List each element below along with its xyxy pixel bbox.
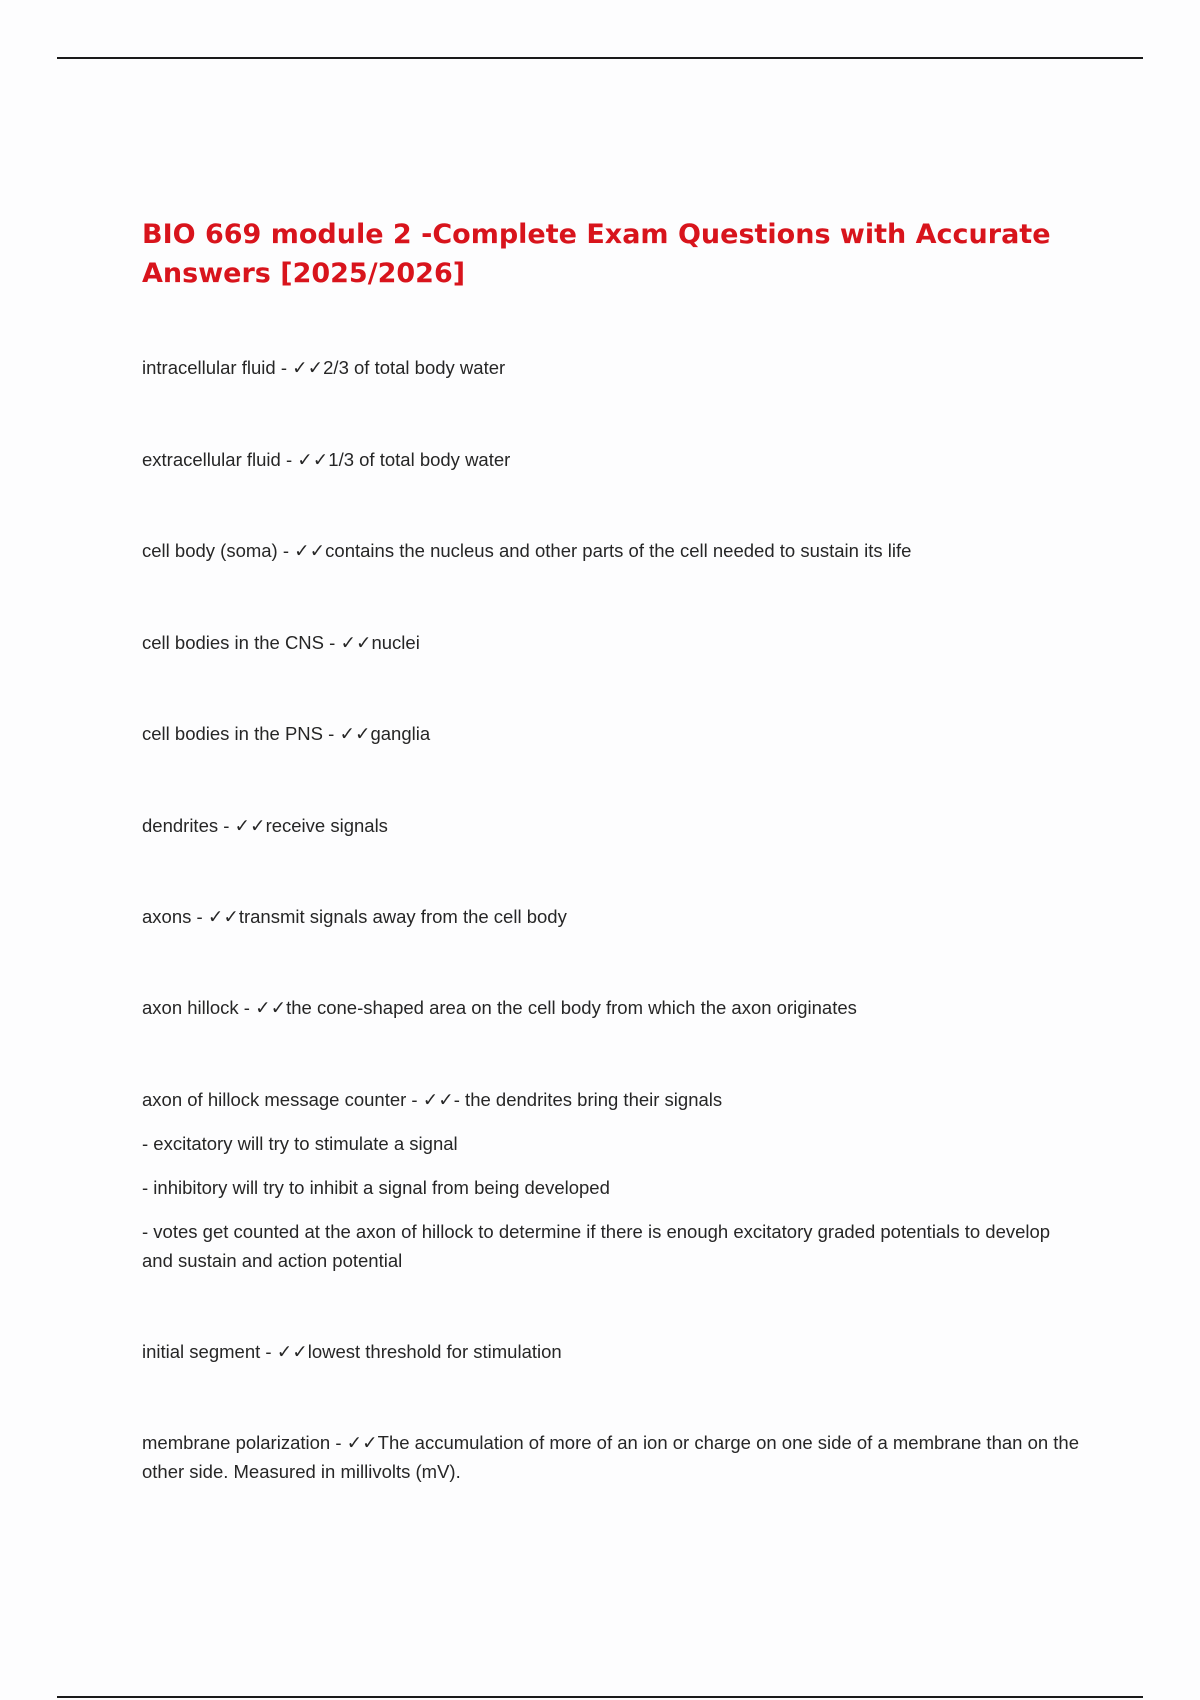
qa-term: cell body (soma) - [142,540,295,561]
qa-term: axon of hillock message counter - [142,1089,423,1110]
qa-term: dendrites - [142,815,235,836]
title-line-2: Answers [2025/2026] [142,258,466,289]
double-check-icon: ✓✓ [297,449,329,470]
qa-term: initial segment - [142,1341,277,1362]
qa-term: intracellular fluid - [142,357,293,378]
qa-item [142,811,1082,840]
qa-answer: 1/3 of total body water [328,449,511,470]
qa-answer: nuclei [371,632,420,653]
qa-answer: The accumulation of more of an ion or charge on one side of a membrane than on the other side. Measured in millivolts (mV). [142,1432,1080,1482]
qa-term: extracellular fluid - [142,449,298,470]
double-check-icon: ✓✓ [346,1432,378,1453]
qa-term: axon hillock - [142,997,256,1018]
qa-subpoint: - inhibitory will try to inhibit a signal from being developed [142,1177,610,1198]
qa-item [142,445,1082,474]
qa-item [142,536,1082,565]
qa-answer: contains the nucleus and other parts of the cell needed to sustain its life [325,540,912,561]
qa-item [142,719,1082,748]
qa-term: axons - [142,906,208,927]
double-check-icon: ✓✓ [339,723,371,744]
qa-term: membrane polarization - [142,1432,347,1453]
qa-answer: receive signals [265,815,388,836]
title-line-1: BIO 669 module 2 -Complete Exam Questions with Accurate [142,219,1051,250]
double-check-icon: ✓✓ [422,1089,454,1110]
qa-item [142,353,1082,382]
qa-answer: - the dendrites bring their signals [453,1089,723,1110]
qa-item [142,993,1082,1022]
qa-subpoint: - excitatory will try to stimulate a signal [142,1133,458,1154]
double-check-icon: ✓✓ [234,815,266,836]
qa-item [142,1428,1082,1486]
qa-answer: lowest threshold for stimulation [307,1341,562,1362]
double-check-icon: ✓✓ [276,1341,308,1362]
double-check-icon: ✓✓ [255,997,287,1018]
qa-item [142,902,1082,931]
qa-term: cell bodies in the PNS - [142,723,340,744]
qa-term: cell bodies in the CNS - [142,632,341,653]
document-title [142,215,1072,293]
qa-subpoint: - votes get counted at the axon of hillock to determine if there is enough excitatory graded potentials to develop and sustain and action potential [142,1221,1051,1271]
double-check-icon: ✓✓ [292,357,324,378]
footer-rule [57,1696,1143,1698]
qa-answer: the cone-shaped area on the cell body from which the axon originates [286,997,857,1018]
qa-answer: ganglia [370,723,431,744]
qa-answer: 2/3 of total body water [323,357,506,378]
double-check-icon: ✓✓ [340,632,372,653]
double-check-icon: ✓✓ [207,906,239,927]
qa-item [142,628,1082,657]
qa-item [142,1085,1082,1275]
qa-item [142,1337,1082,1366]
header-rule [57,57,1143,59]
qa-answer: transmit signals away from the cell body [238,906,567,927]
double-check-icon: ✓✓ [294,540,326,561]
